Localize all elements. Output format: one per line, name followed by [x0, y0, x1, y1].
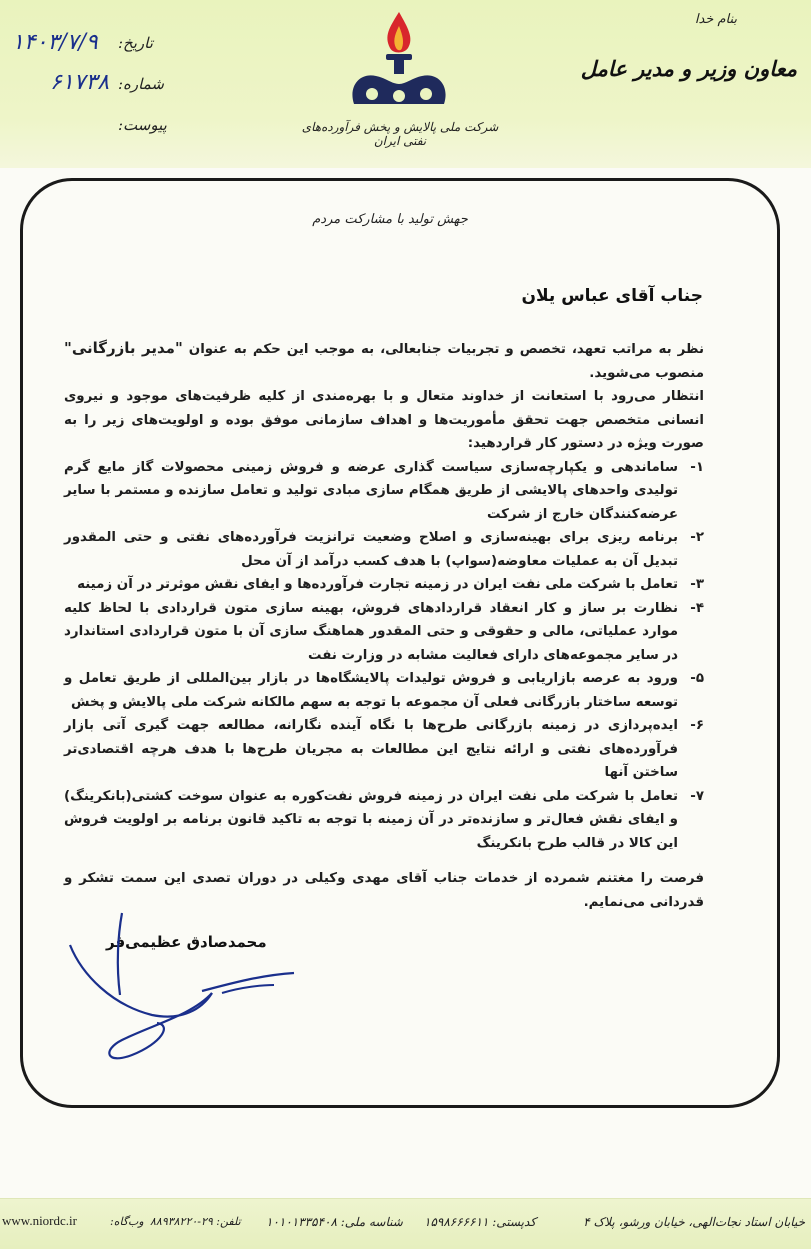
handwritten-signature-icon — [62, 905, 312, 1075]
footer-address: خیابان استاد نجات‌الهی، خیابان ورشو، پلاک ۴ — [583, 1215, 805, 1229]
list-item: ۲- برنامه ریزی برای بهینه‌سازی و اصلاح وضعیت ترانزیت فرآورده‌های نفتی و حتی المقدور تبدیل آن به عملیات معاوضه(سواپ) با هدف کسب درآمد از آن محل — [64, 530, 704, 569]
nioc-logo — [334, 6, 464, 116]
footer-website-link[interactable]: www.niordc.ir — [2, 1213, 77, 1228]
company-name: شرکت ملی پالایش و پخش فرآورده‌های نفتی ایران — [301, 120, 499, 148]
list-item: ۳- تعامل با شرکت ملی نفت ایران در زمینه تجارت فرآورده‌ها و ایفای نقش موثرتر در آن زمینه — [77, 577, 704, 592]
footer-postal-code: کدپستی: ۱۵۹۸۶۶۶۶۱۱ — [424, 1215, 536, 1229]
list-item: ۱- ساماندهی و یکپارچه‌سازی سیاست گذاری عرضه و فروش زمینی محصولات گاز مایع گرم تولیدی واحدهای پالایشی از طریق همگام سازی مبادی تولید و تعامل سازنده و مستمر با سایر عرضه‌کنندگان خارج از شرکت — [64, 459, 704, 522]
footer-website-label: وب‌گاه: — [110, 1215, 144, 1228]
bismillah: بنام خدا — [694, 12, 737, 27]
date-value: ۱۴۰۳/۷/۹ — [12, 30, 98, 55]
list-item: ۷- تعامل با شرکت ملی نفت ایران در زمینه فروش نفت‌کوره به عنوان سوخت کشتی(بانکرینگ) و ایفای نقش فعال‌تر و سازنده‌تر در آن زمینه با توجه به تاکید قانون برنامه بر اولویت فروش این کالا در قالب طرح بانکرینگ — [64, 788, 704, 851]
date-label: تاریخ: — [118, 34, 153, 52]
recipient: جناب آقای عباس یلان — [521, 286, 703, 306]
paragraph-expectation: انتظار می‌رود با استعانت از خداوند متعال و با بهره‌مندی از کلیه ظرفیت‌های موجود و نیروی انسانی متخصص جهت تحقق مأموریت‌ها و اهداف سازمانی موفق بوده و اولویت‌های زیر را به صورت ویژه در دستور کار قراردهید: — [64, 389, 704, 451]
list-item: ۵- ورود به عرصه بازاریابی و فروش تولیدات پالایشگاه‌ها در بازار بین‌المللی از طریق تعامل و توسعه ساختار بازرگانی فعلی آن مجموعه با توجه به سهم مالکانه شرکت ملی پالایش و پخش — [64, 671, 704, 710]
deputy-title: معاون وزیر و مدیر عامل — [580, 56, 797, 81]
list-item: ۶- ایده‌پردازی در زمینه بازرگانی طرح‌ها با نگاه آینده نگارانه، مطالعه جهت گیری آتی بازار فرآورده‌های نفتی و ارائه نتایج این مطالعات به مجریان طرح‌ها با هدف هرچه اقتصادی‌تر ساختن آنها — [64, 718, 704, 780]
signature — [62, 905, 312, 1075]
list-item: ۴- نظارت بر ساز و کار انعقاد قراردادهای فروش، بهینه سازی متون قراردادی با لحاظ کلیه موارد عملیاتی، مالی و حقوقی و حتی المقدور هماهنگ سازی آن با متون قراردادی استاندارد در سایر مجموعه‌های دارای فعالیت مشابه در وزارت نفت — [64, 600, 704, 663]
number-label: شماره: — [118, 75, 164, 93]
paragraph-appointment: نظر به مراتب تعهد، تخصص و تجربیات جنابعالی، به موجب این حکم به عنوان "مدیر بازرگانی" منصوب می‌شوید. — [64, 339, 704, 381]
slogan: جهش تولید با مشارکت مردم — [312, 212, 468, 227]
letterhead — [0, 0, 811, 168]
letter-body — [64, 337, 704, 914]
closing-paragraph: فرصت را مغتنم شمرده از خدمات جناب آقای مهدی وکیلی در دوران تصدی این سمت تشکر و قدردانی می‌نمایم. — [64, 871, 704, 910]
number-value: ۶۱۷۳۸ — [50, 70, 110, 95]
flame-logo-icon — [334, 6, 464, 116]
signatory-name: محمدصادق عظیمی‌فر — [106, 933, 267, 951]
letterhead-footer — [0, 1198, 811, 1249]
footer-national-id: شناسه ملی: ۱۰۱۰۱۳۳۵۴۰۸ — [266, 1215, 403, 1229]
appointment-title: "مدیر بازرگانی" — [64, 339, 183, 357]
footer-phone: تلفن: ۲۹-۸۸۹۳۸۲۲۰ — [150, 1215, 241, 1228]
attachment-label: پیوست: — [118, 116, 167, 134]
